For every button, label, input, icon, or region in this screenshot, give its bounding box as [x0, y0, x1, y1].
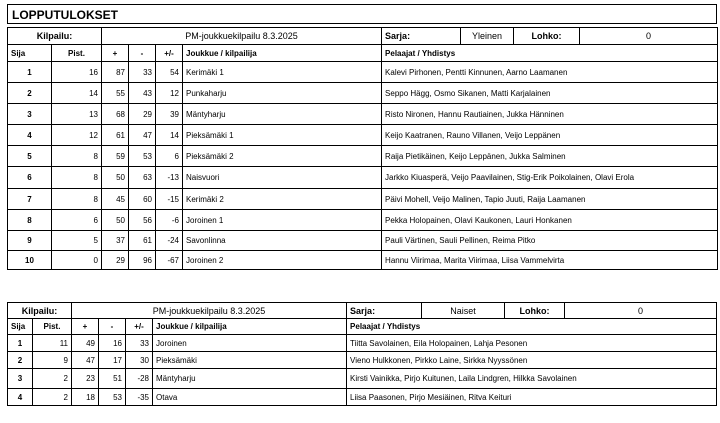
kilpailu-label: Kilpailu:: [8, 28, 102, 45]
row-players: Kalevi Pirhonen, Pentti Kinnunen, Aarno Laamanen: [382, 62, 718, 83]
row-sija: 7: [8, 189, 52, 210]
row-pist: 9: [33, 352, 72, 369]
row-pist: 11: [33, 335, 72, 352]
table-row: [8, 251, 718, 270]
col-pist: Pist.: [33, 319, 72, 335]
row-plus: 49: [72, 335, 99, 352]
row-diff: -35: [126, 389, 153, 406]
sarja-value: Naiset: [422, 303, 505, 319]
row-plus: 61: [102, 125, 129, 146]
row-players: Kirsti Vainikka, Pirjo Kuitunen, Laila Lindgren, Hilkka Savolainen: [347, 369, 717, 389]
col-pelaajat: Pelaajat / Yhdistys: [347, 319, 717, 335]
row-minus: 47: [129, 125, 156, 146]
sarja-label: Sarja:: [347, 303, 422, 319]
col-joukkue: Joukkue / kilpailija: [183, 45, 382, 62]
row-team: Joroinen 2: [183, 251, 382, 270]
row-team: Joroinen: [153, 335, 347, 352]
table-row: [8, 83, 718, 104]
row-sija: 1: [8, 62, 52, 83]
row-plus: 50: [102, 167, 129, 189]
table-row: [8, 125, 718, 146]
row-sija: 1: [8, 335, 33, 352]
row-players: Seppo Hägg, Osmo Sikanen, Matti Karjalainen: [382, 83, 718, 104]
row-diff: -67: [156, 251, 183, 270]
row-sija: 5: [8, 146, 52, 167]
row-pist: 8: [52, 167, 102, 189]
row-diff: -13: [156, 167, 183, 189]
col-diff: +/-: [156, 45, 183, 62]
row-sija: 3: [8, 104, 52, 125]
row-pist: 5: [52, 231, 102, 251]
kilpailu-label: Kilpailu:: [8, 303, 72, 319]
row-players: Risto Nironen, Hannu Rautiainen, Jukka Hänninen: [382, 104, 718, 125]
row-minus: 33: [129, 62, 156, 83]
lohko-value: 0: [565, 303, 717, 319]
row-minus: 43: [129, 83, 156, 104]
row-plus: 45: [102, 189, 129, 210]
row-pist: 6: [52, 210, 102, 231]
row-pist: 13: [52, 104, 102, 125]
row-sija: 4: [8, 125, 52, 146]
row-players: Liisa Paasonen, Pirjo Mesiäinen, Ritva Keituri: [347, 389, 717, 406]
col-minus: -: [129, 45, 156, 62]
row-plus: 47: [72, 352, 99, 369]
table-row: [8, 62, 718, 83]
row-sija: 9: [8, 231, 52, 251]
row-players: Päivi Mohell, Veijo Malinen, Tapio Juuti, Raija Laamanen: [382, 189, 718, 210]
row-sija: 4: [8, 389, 33, 406]
page-title: LOPPUTULOKSET: [7, 4, 717, 24]
row-diff: 33: [126, 335, 153, 352]
kilpailu-value: PM-joukkuekilpailu 8.3.2025: [102, 28, 382, 45]
row-sija: 2: [8, 352, 33, 369]
row-team: Pieksämäki: [153, 352, 347, 369]
kilpailu-value: PM-joukkuekilpailu 8.3.2025: [72, 303, 347, 319]
row-pist: 16: [52, 62, 102, 83]
row-team: Kerimäki 1: [183, 62, 382, 83]
row-plus: 29: [102, 251, 129, 270]
row-sija: 3: [8, 369, 33, 389]
row-team: Kerimäki 2: [183, 189, 382, 210]
col-minus: -: [99, 319, 126, 335]
row-team: Pieksämäki 1: [183, 125, 382, 146]
sarja-label: Sarja:: [382, 28, 461, 45]
row-pist: 8: [52, 146, 102, 167]
col-plus: +: [72, 319, 99, 335]
row-pist: 2: [33, 369, 72, 389]
row-diff: 30: [126, 352, 153, 369]
row-diff: 6: [156, 146, 183, 167]
column-header-row: [8, 319, 717, 335]
column-header-row: [8, 45, 718, 62]
row-diff: 54: [156, 62, 183, 83]
table-row: [8, 189, 718, 210]
col-pelaajat: Pelaajat / Yhdistys: [382, 45, 718, 62]
row-plus: 18: [72, 389, 99, 406]
row-players: Raija Pietikäinen, Keijo Leppänen, Jukka Salminen: [382, 146, 718, 167]
row-minus: 53: [129, 146, 156, 167]
row-minus: 61: [129, 231, 156, 251]
table-row: [8, 167, 718, 189]
col-plus: +: [102, 45, 129, 62]
row-diff: -28: [126, 369, 153, 389]
row-minus: 60: [129, 189, 156, 210]
row-minus: 51: [99, 369, 126, 389]
row-diff: -6: [156, 210, 183, 231]
row-team: Mäntyharju: [153, 369, 347, 389]
table-row: [8, 389, 717, 406]
row-plus: 59: [102, 146, 129, 167]
table-row: [8, 369, 717, 389]
row-plus: 87: [102, 62, 129, 83]
row-players: Keijo Kaatranen, Rauno Villanen, Veijo Leppänen: [382, 125, 718, 146]
table-row: [8, 146, 718, 167]
row-minus: 96: [129, 251, 156, 270]
row-players: Pekka Holopainen, Olavi Kaukonen, Lauri Honkanen: [382, 210, 718, 231]
row-sija: 2: [8, 83, 52, 104]
table-row: [8, 231, 718, 251]
row-team: Mäntyharju: [183, 104, 382, 125]
row-players: Tiitta Savolainen, Eila Holopainen, Lahja Pesonen: [347, 335, 717, 352]
row-plus: 50: [102, 210, 129, 231]
row-diff: 39: [156, 104, 183, 125]
row-pist: 0: [52, 251, 102, 270]
row-minus: 53: [99, 389, 126, 406]
row-pist: 8: [52, 189, 102, 210]
sarja-value: Yleinen: [461, 28, 514, 45]
row-diff: 14: [156, 125, 183, 146]
row-team: Otava: [153, 389, 347, 406]
row-minus: 17: [99, 352, 126, 369]
col-sija: Sija: [8, 319, 33, 335]
competition-header: [8, 28, 718, 45]
results-table-yleinen: [7, 27, 718, 270]
table-row: [8, 335, 717, 352]
row-minus: 16: [99, 335, 126, 352]
row-sija: 6: [8, 167, 52, 189]
row-minus: 63: [129, 167, 156, 189]
row-players: Vieno Hulkkonen, Pirkko Laine, Sirkka Nyyssönen: [347, 352, 717, 369]
col-sija: Sija: [8, 45, 52, 62]
row-players: Pauli Värtinen, Sauli Pellinen, Reima Pitko: [382, 231, 718, 251]
row-pist: 2: [33, 389, 72, 406]
row-players: Jarkko Kiuasperä, Veijo Paavilainen, Stig-Erik Poikolainen, Olavi Erola: [382, 167, 718, 189]
row-pist: 14: [52, 83, 102, 104]
row-plus: 55: [102, 83, 129, 104]
row-sija: 8: [8, 210, 52, 231]
col-diff: +/-: [126, 319, 153, 335]
row-minus: 29: [129, 104, 156, 125]
row-diff: -15: [156, 189, 183, 210]
row-sija: 10: [8, 251, 52, 270]
row-team: Naisvuori: [183, 167, 382, 189]
row-plus: 37: [102, 231, 129, 251]
lohko-label: Lohko:: [505, 303, 565, 319]
row-plus: 23: [72, 369, 99, 389]
row-diff: 12: [156, 83, 183, 104]
results-table-naiset: [7, 302, 717, 406]
lohko-value: 0: [580, 28, 718, 45]
row-team: Punkaharju: [183, 83, 382, 104]
table-row: [8, 104, 718, 125]
lohko-label: Lohko:: [514, 28, 580, 45]
row-team: Pieksämäki 2: [183, 146, 382, 167]
row-minus: 56: [129, 210, 156, 231]
row-players: Hannu Viirimaa, Marita Viirimaa, Liisa Vammelvirta: [382, 251, 718, 270]
col-joukkue: Joukkue / kilpailija: [153, 319, 347, 335]
col-pist: Pist.: [52, 45, 102, 62]
row-team: Joroinen 1: [183, 210, 382, 231]
table-row: [8, 352, 717, 369]
row-plus: 68: [102, 104, 129, 125]
row-team: Savonlinna: [183, 231, 382, 251]
table-row: [8, 210, 718, 231]
row-pist: 12: [52, 125, 102, 146]
row-diff: -24: [156, 231, 183, 251]
competition-header: [8, 303, 717, 319]
